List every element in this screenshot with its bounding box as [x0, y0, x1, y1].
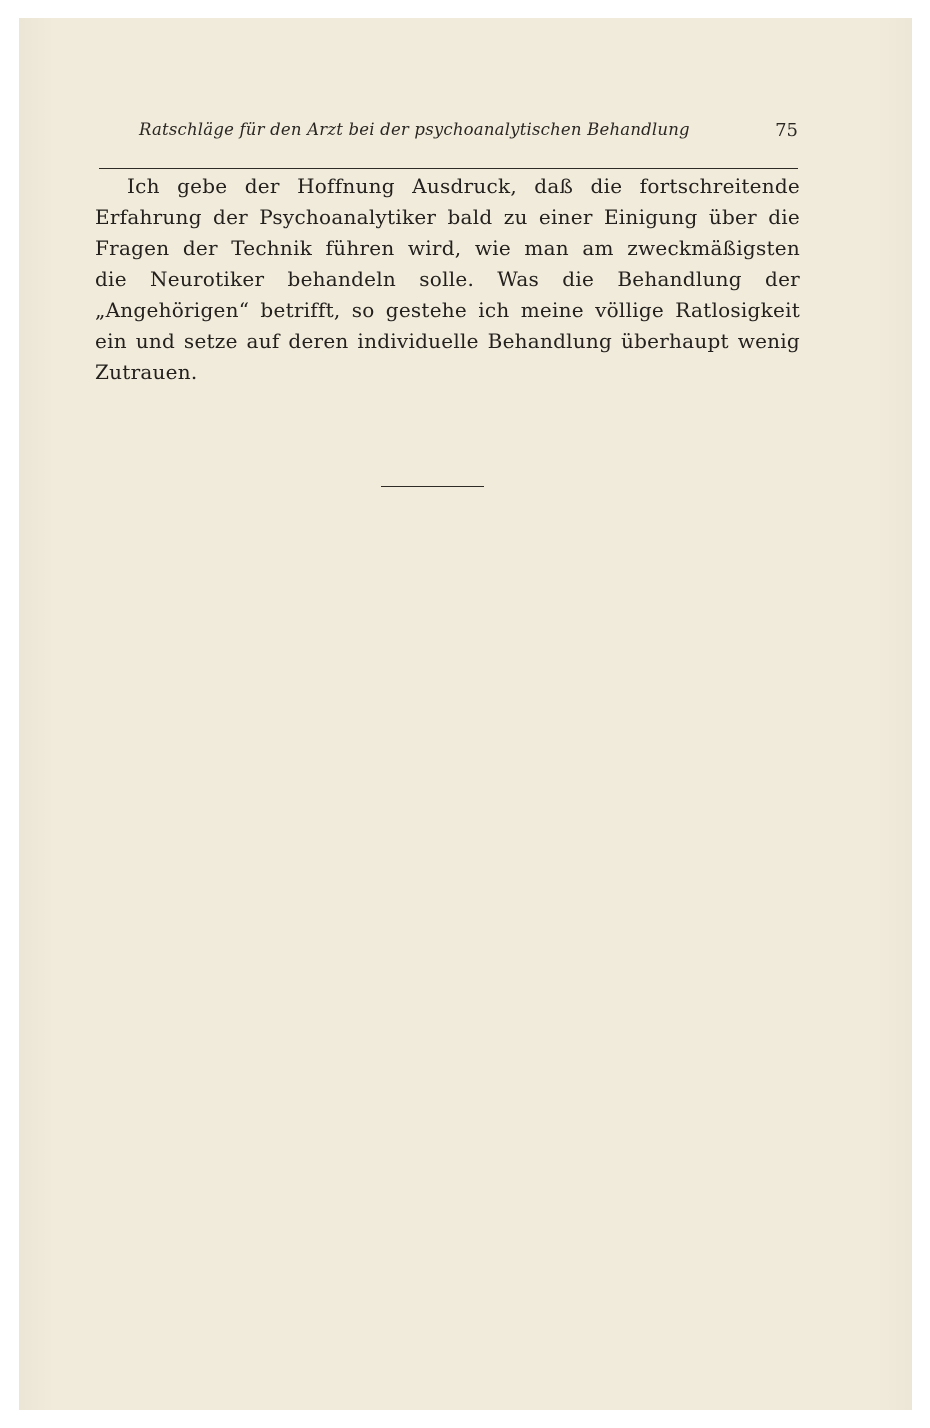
running-head — [115, 118, 798, 146]
running-title: Ratschläge für den Arzt bei der psychoanalytischen Behandlung — [139, 120, 690, 139]
body-paragraph: Ich gebe der Hoffnung Ausdruck, daß die fortschreitende Erfahrung der Psychoanalytiker bald zu einer Einigung über die Fragen der Technik führen wird, wie man am zweckmäßigsten die Neurotiker behandeln solle. Was die Behandlung der „Angehörigen“ betrifft, so gestehe ich meine völlige Ratlosigkeit ein und setze auf deren individuelle Behandlung überhaupt wenig Zutrauen. — [95, 174, 800, 384]
header-rule — [99, 168, 798, 169]
book-page — [19, 18, 912, 1410]
page-number: 75 — [775, 120, 798, 141]
section-end-rule — [381, 486, 484, 487]
